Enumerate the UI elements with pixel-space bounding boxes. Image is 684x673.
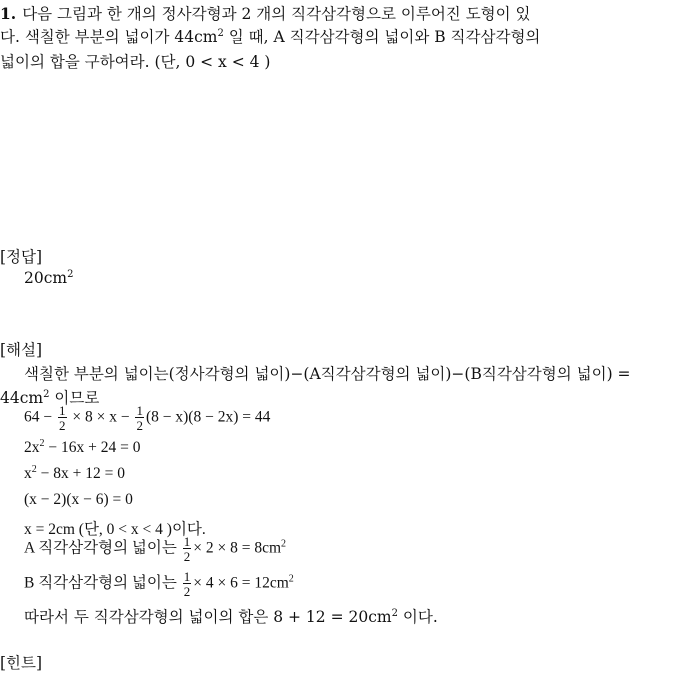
fraction-denominator: 2 (136, 418, 143, 433)
equation-4: (x − 2)(x − 6) = 0 (24, 491, 133, 508)
solution-line-1: 색칠한 부분의 넓이는(정사각형의 넓이)−(A직각삼각형의 넓이)−(B직각삼각형의 넓이) = (24, 365, 631, 383)
superscript: 2 (39, 438, 45, 449)
fraction-denominator: 2 (183, 549, 191, 564)
eq-text: (8 − x)(8 − 2x) = 44 (145, 408, 271, 426)
final-line (24, 605, 438, 627)
eq-text: × 8 × x − (72, 408, 130, 426)
equation-1 (24, 404, 270, 432)
problem-line-3: 넓이의 합을 구하여라. (단, 0 < x < 4 ) (0, 53, 271, 71)
final-text: 따라서 두 직각삼각형의 넓이의 합은 8 + 12 = 20cm (24, 608, 392, 626)
equation-2 (24, 439, 140, 457)
figure-area (0, 75, 684, 235)
superscript: 2 (281, 538, 287, 550)
hint-label: [힌트] (0, 654, 43, 672)
fraction (58, 404, 67, 432)
eq-text: x (24, 465, 32, 482)
fraction-numerator: 1 (183, 534, 191, 549)
fraction (183, 535, 192, 563)
answer-value (24, 269, 73, 287)
fraction-denominator: 2 (183, 584, 191, 599)
superscript: 2 (217, 28, 224, 39)
eq-text: B 직각삼각형의 넓이는 (24, 574, 177, 592)
fraction-numerator: 1 (59, 403, 66, 418)
area-a-line (24, 535, 286, 563)
fraction-numerator: 1 (136, 403, 143, 418)
fraction-denominator: 2 (59, 418, 66, 433)
solution-label: [해설] (0, 341, 43, 359)
fraction (183, 570, 192, 598)
answer-text: 20cm (24, 269, 68, 287)
problem-line-2 (0, 25, 540, 47)
problem-line-1 (0, 2, 531, 24)
superscript: 2 (43, 389, 50, 400)
solution-text: 44cm (0, 389, 44, 407)
eq-text: × 2 × 8 = 8cm (193, 539, 282, 557)
answer-label: [정답] (0, 248, 43, 266)
fraction-numerator: 1 (183, 569, 191, 584)
eq-text: 2x (24, 439, 40, 456)
solution-text: 이므로 (49, 389, 100, 407)
eq-text: A 직각삼각형의 넓이는 (24, 539, 177, 557)
problem-text-1: 다음 그림과 한 개의 정사각형과 2 개의 직각삼각형으로 이루어진 도형이 있 (22, 5, 531, 23)
final-text: 이다. (397, 608, 438, 626)
eq-text: − 16x + 24 = 0 (44, 439, 141, 456)
problem-number: 1. (0, 4, 17, 23)
superscript: 2 (288, 573, 294, 585)
eq-text: × 4 × 6 = 12cm (193, 574, 289, 592)
equation-3 (24, 465, 125, 483)
superscript: 2 (31, 464, 37, 475)
problem-text-2a: 다. 색칠한 부분의 넓이가 44cm (0, 28, 218, 46)
superscript: 2 (391, 608, 398, 619)
superscript: 2 (67, 269, 74, 280)
area-b-line (24, 570, 294, 598)
eq-text: − 8x + 12 = 0 (36, 465, 125, 482)
equation-5: x = 2cm (단, 0 < x < 4 )이다. (24, 521, 206, 538)
eq-text: 64 − (24, 408, 53, 426)
problem-text-2b: 일 때, A 직각삼각형의 넓이와 B 직각삼각형의 (223, 28, 541, 46)
fraction (135, 404, 144, 432)
